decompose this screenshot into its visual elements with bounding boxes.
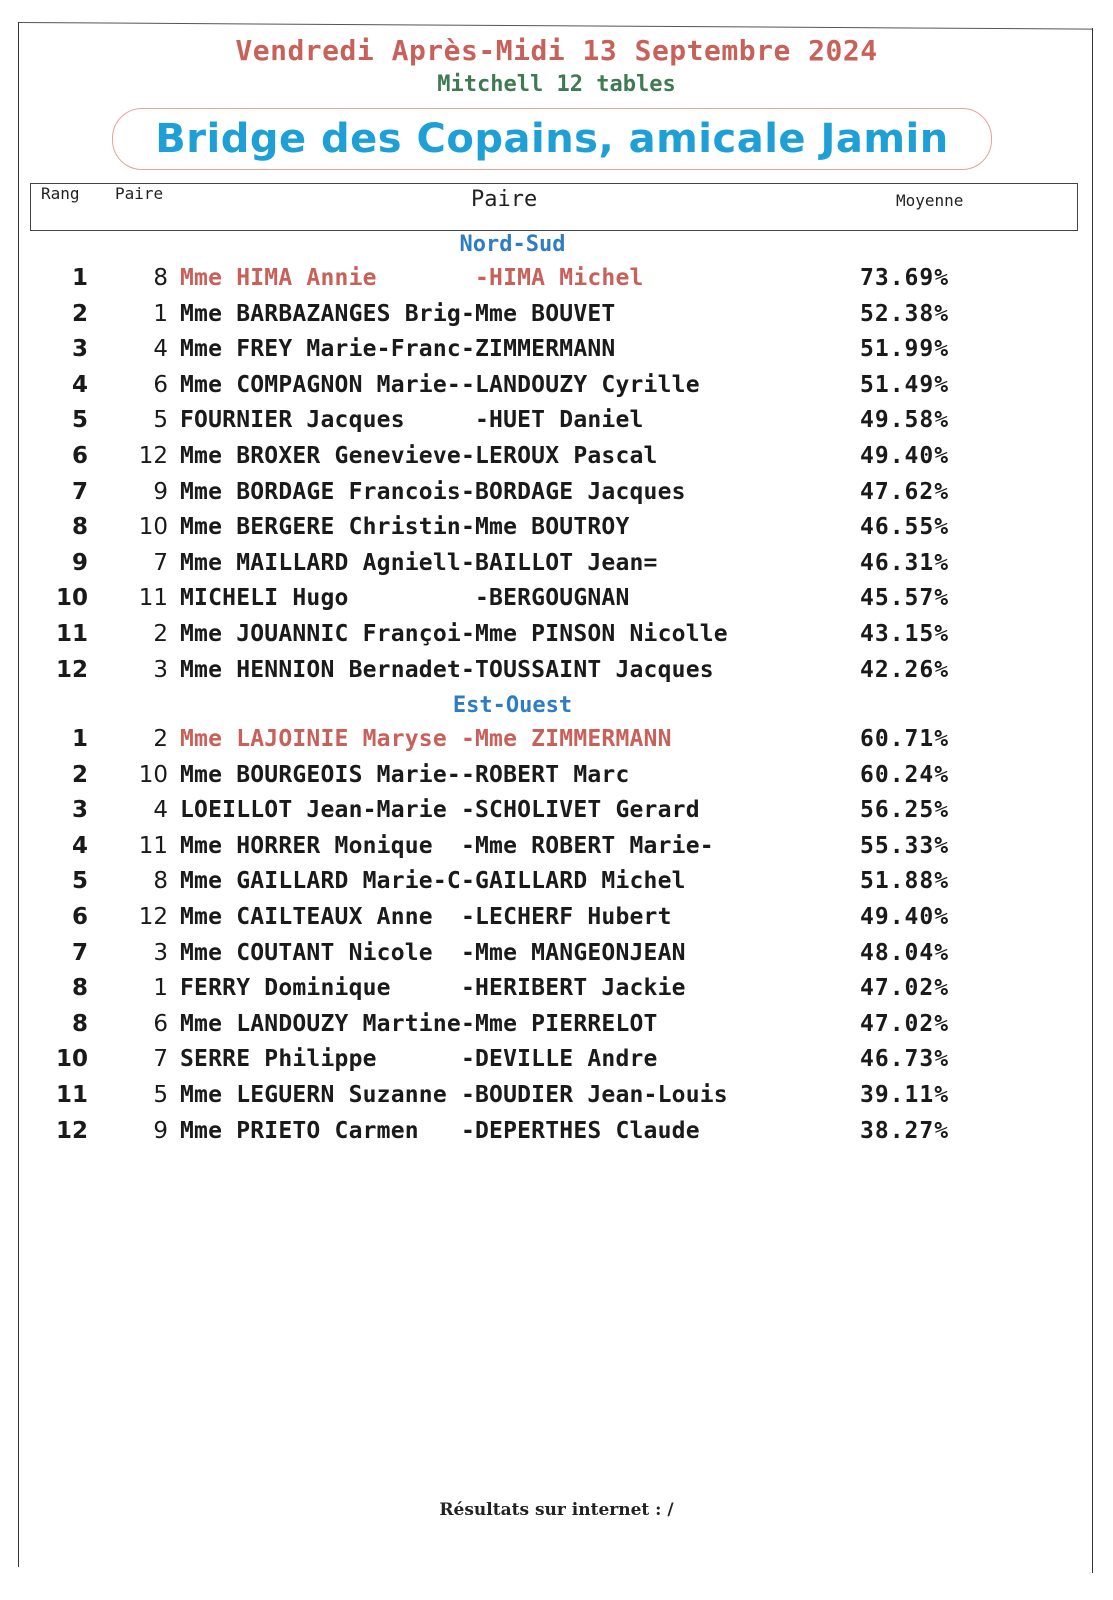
result-row bbox=[0, 1118, 1113, 1152]
rank-value: 8 bbox=[71, 1010, 88, 1037]
pair-names: Mme JOUANNIC Françoi-Mme PINSON Nicolle bbox=[180, 621, 728, 647]
average-score: 56.25% bbox=[860, 797, 950, 824]
pair-names: Mme GAILLARD Marie-C-GAILLARD Michel bbox=[180, 868, 686, 895]
pair-number: 11 bbox=[138, 832, 168, 859]
result-row bbox=[0, 904, 1113, 938]
pair-number: 12 bbox=[138, 443, 168, 469]
rank-value: 6 bbox=[71, 904, 88, 930]
rank-value: 4 bbox=[71, 371, 88, 398]
average-score: 51.99% bbox=[860, 336, 950, 363]
pair-names: Mme BERGERE Christin-Mme BOUTROY bbox=[180, 514, 630, 541]
average-score: 49.40% bbox=[860, 904, 950, 930]
pair-names: SERRE Philippe -DEVILLE Andre bbox=[180, 1046, 658, 1073]
footer-note: Résultats sur internet : / bbox=[439, 1500, 674, 1520]
rank-value: 6 bbox=[71, 443, 88, 469]
average-score: 46.73% bbox=[860, 1046, 950, 1073]
average-score: 49.40% bbox=[860, 443, 950, 469]
average-score: 51.49% bbox=[860, 371, 950, 398]
average-score: 49.58% bbox=[860, 407, 950, 434]
rank-value: 8 bbox=[71, 514, 88, 541]
rank-value: 7 bbox=[71, 478, 88, 505]
average-score: 60.24% bbox=[860, 761, 950, 788]
result-row bbox=[0, 762, 1113, 796]
result-row bbox=[0, 585, 1113, 619]
rank-value: 5 bbox=[71, 868, 88, 895]
average-score: 47.62% bbox=[860, 478, 950, 505]
rank-value: 12 bbox=[55, 1117, 88, 1144]
pair-names: Mme MAILLARD Agniell-BAILLOT Jean= bbox=[180, 549, 658, 576]
pair-names: Mme HORRER Monique -Mme ROBERT Marie- bbox=[180, 832, 714, 859]
rank-value: 2 bbox=[71, 761, 88, 788]
result-row bbox=[0, 550, 1113, 584]
rank-value: 9 bbox=[71, 549, 88, 576]
pair-names: Mme BORDAGE Francois-BORDAGE Jacques bbox=[180, 478, 686, 505]
column-rang: Rang bbox=[41, 184, 80, 203]
column-paire-number: Paire bbox=[115, 184, 164, 203]
pair-names: Mme LEGUERN Suzanne -BOUDIER Jean-Louis bbox=[180, 1082, 728, 1108]
pair-names: Mme HIMA Annie -HIMA Michel bbox=[180, 265, 644, 291]
section-title: Nord-Sud bbox=[459, 232, 566, 257]
pair-number: 7 bbox=[153, 549, 168, 576]
pair-names: MICHELI Hugo -BERGOUGNAN bbox=[180, 585, 630, 612]
rank-value: 12 bbox=[55, 656, 88, 683]
average-score: 51.88% bbox=[860, 868, 950, 895]
rank-value: 1 bbox=[71, 726, 88, 752]
rank-value: 4 bbox=[71, 832, 88, 859]
column-paire-names: Paire bbox=[471, 187, 538, 212]
result-row bbox=[0, 372, 1113, 406]
pair-number: 4 bbox=[153, 797, 168, 824]
average-score: 55.33% bbox=[860, 832, 950, 859]
rank-value: 3 bbox=[71, 797, 88, 824]
rank-value: 10 bbox=[55, 585, 88, 612]
average-score: 38.27% bbox=[860, 1117, 950, 1144]
pair-names: Mme CAILTEAUX Anne -LECHERF Hubert bbox=[180, 904, 672, 930]
pair-names: FERRY Dominique -HERIBERT Jackie bbox=[180, 975, 686, 1002]
pair-number: 3 bbox=[153, 939, 168, 966]
event-subtitle: Mitchell 12 tables bbox=[437, 72, 676, 97]
pair-number: 10 bbox=[138, 761, 168, 788]
pair-names: Mme PRIETO Carmen -DEPERTHES Claude bbox=[180, 1117, 700, 1144]
pair-names: LOEILLOT Jean-Marie -SCHOLIVET Gerard bbox=[180, 797, 700, 824]
pair-number: 2 bbox=[153, 621, 168, 647]
pair-number: 2 bbox=[153, 726, 168, 752]
pair-names: Mme BROXER Genevieve-LEROUX Pascal bbox=[180, 443, 658, 469]
rank-value: 3 bbox=[71, 336, 88, 363]
pair-number: 8 bbox=[153, 265, 168, 291]
result-row bbox=[0, 940, 1113, 974]
average-score: 45.57% bbox=[860, 585, 950, 612]
rank-value: 2 bbox=[71, 300, 88, 327]
pair-number: 3 bbox=[153, 656, 168, 683]
rank-value: 8 bbox=[71, 975, 88, 1002]
result-row bbox=[0, 301, 1113, 335]
pair-names: Mme BARBAZANGES Brig-Mme BOUVET bbox=[180, 300, 616, 327]
average-score: 46.31% bbox=[860, 549, 950, 576]
result-row bbox=[0, 868, 1113, 902]
pair-number: 1 bbox=[153, 975, 168, 1002]
pair-names: Mme COMPAGNON Marie--LANDOUZY Cyrille bbox=[180, 371, 700, 398]
average-score: 43.15% bbox=[860, 621, 950, 647]
average-score: 73.69% bbox=[860, 265, 950, 291]
pair-number: 12 bbox=[138, 904, 168, 930]
average-score: 60.71% bbox=[860, 726, 950, 752]
pair-number: 11 bbox=[138, 585, 168, 612]
average-score: 47.02% bbox=[860, 975, 950, 1002]
average-score: 39.11% bbox=[860, 1082, 950, 1108]
page-frame-top bbox=[18, 22, 1093, 30]
pair-number: 1 bbox=[153, 300, 168, 327]
pair-number: 7 bbox=[153, 1046, 168, 1073]
pair-names: Mme COUTANT Nicole -Mme MANGEONJEAN bbox=[180, 939, 686, 966]
column-header bbox=[30, 183, 1078, 231]
rank-value: 11 bbox=[55, 621, 88, 647]
pair-number: 6 bbox=[153, 1010, 168, 1037]
rank-value: 7 bbox=[71, 939, 88, 966]
club-banner bbox=[112, 108, 992, 170]
pair-number: 6 bbox=[153, 371, 168, 398]
pair-names: Mme FREY Marie-Franc-ZIMMERMANN bbox=[180, 336, 616, 363]
result-row bbox=[0, 975, 1113, 1009]
column-moyenne: Moyenne bbox=[896, 191, 964, 210]
rank-value: 11 bbox=[55, 1082, 88, 1108]
average-score: 48.04% bbox=[860, 939, 950, 966]
pair-number: 10 bbox=[138, 514, 168, 541]
average-score: 46.55% bbox=[860, 514, 950, 541]
pair-number: 5 bbox=[153, 1082, 168, 1108]
result-row bbox=[0, 797, 1113, 831]
pair-number: 8 bbox=[153, 868, 168, 895]
result-row bbox=[0, 265, 1113, 299]
result-row bbox=[0, 833, 1113, 867]
result-row bbox=[0, 1011, 1113, 1045]
club-name: Bridge des Copains, amicale Jamin bbox=[155, 116, 949, 162]
rank-value: 1 bbox=[71, 265, 88, 291]
rank-value: 10 bbox=[55, 1046, 88, 1073]
pair-names: Mme HENNION Bernadet-TOUSSAINT Jacques bbox=[180, 656, 714, 683]
pair-names: Mme LAJOINIE Maryse -Mme ZIMMERMANN bbox=[180, 726, 672, 752]
result-row bbox=[0, 514, 1113, 548]
average-score: 42.26% bbox=[860, 656, 950, 683]
pair-number: 5 bbox=[153, 407, 168, 434]
result-row bbox=[0, 726, 1113, 760]
average-score: 47.02% bbox=[860, 1010, 950, 1037]
result-row bbox=[0, 657, 1113, 691]
result-row bbox=[0, 336, 1113, 370]
result-row bbox=[0, 407, 1113, 441]
rank-value: 5 bbox=[71, 407, 88, 434]
pair-names: FOURNIER Jacques -HUET Daniel bbox=[180, 407, 644, 434]
result-row bbox=[0, 479, 1113, 513]
result-row bbox=[0, 1082, 1113, 1116]
pair-names: Mme BOURGEOIS Marie--ROBERT Marc bbox=[180, 761, 630, 788]
section-title: Est-Ouest bbox=[452, 693, 573, 718]
result-row bbox=[0, 1046, 1113, 1080]
pair-names: Mme LANDOUZY Martine-Mme PIERRELOT bbox=[180, 1010, 658, 1037]
result-row bbox=[0, 443, 1113, 477]
pair-number: 9 bbox=[153, 478, 168, 505]
result-row bbox=[0, 621, 1113, 655]
event-date: Vendredi Après-Midi 13 Septembre 2024 bbox=[235, 34, 878, 67]
pair-number: 4 bbox=[153, 336, 168, 363]
pair-number: 9 bbox=[153, 1117, 168, 1144]
average-score: 52.38% bbox=[860, 300, 950, 327]
